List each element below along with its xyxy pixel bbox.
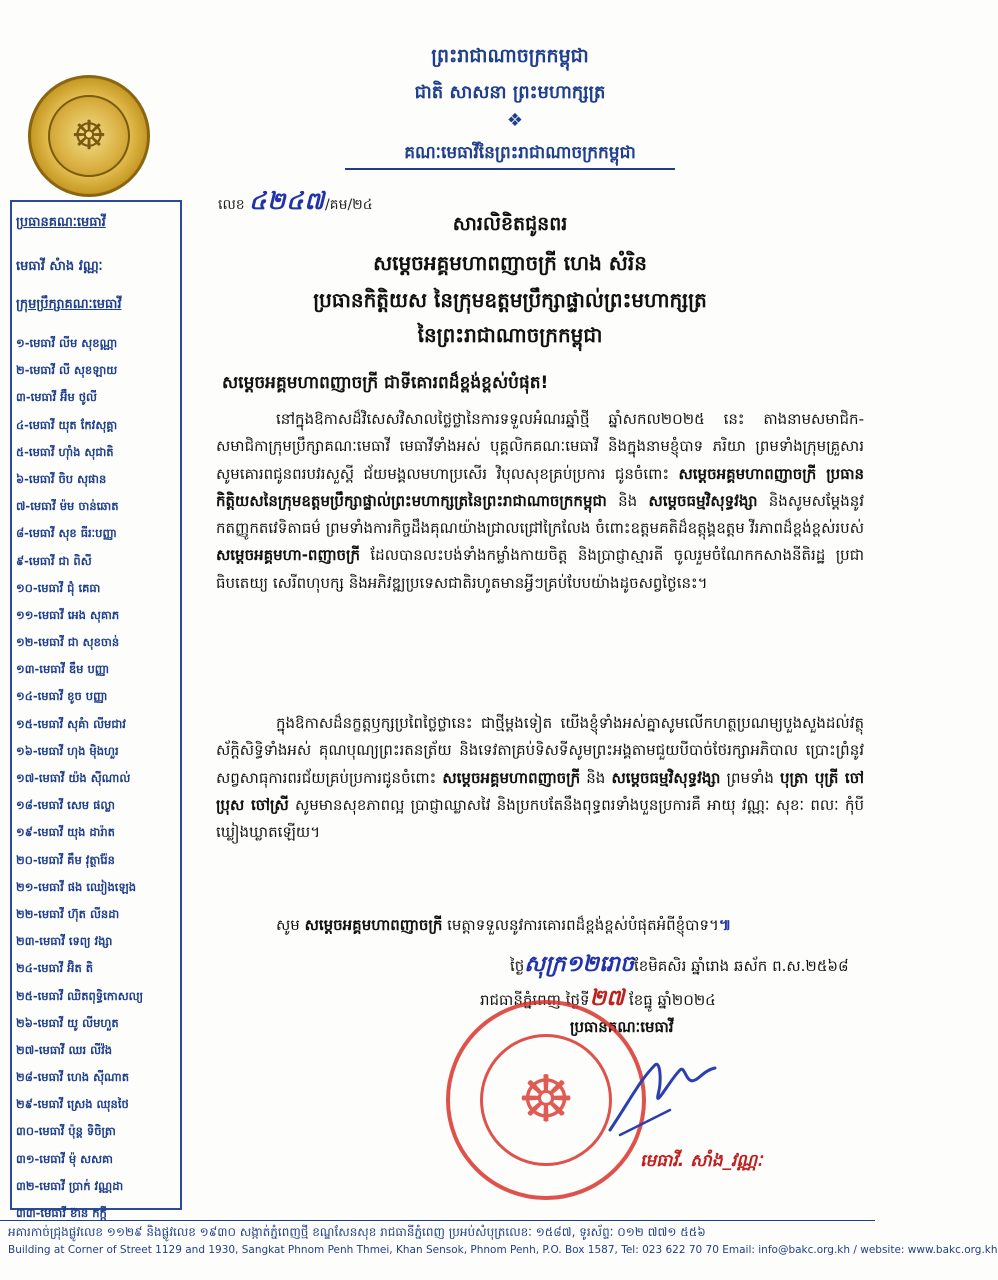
board-member-item: ៣២-មេធាវី ប្រាក់ វណ្ណដា <box>16 1178 124 1193</box>
p3-handwritten-mark: ៕ <box>718 916 732 934</box>
kingdom-heading: ព្រះរាជាណាចក្រកម្ពុជា <box>431 45 589 67</box>
board-member-item: ៣១-មេធាវី ម៉ុ សសគា <box>16 1151 114 1166</box>
p2-bold-family: បុត្រា បុត្រី ចៅប្រុស ចៅស្រី <box>216 768 864 814</box>
header-underline <box>345 168 675 170</box>
lunar-date-prefix: ថ្ងៃ <box>510 957 525 975</box>
p3-text-a: សូម <box>276 916 305 934</box>
p2-text-c: និង <box>580 768 612 787</box>
board-member-item: ៦-មេធាវី ចិប សុផាន <box>16 471 107 486</box>
reference-suffix: /គម/២៤ <box>324 197 373 213</box>
board-member-item: ១-មេធាវី លីម សុខណ្ណា <box>16 336 118 350</box>
board-member-item: ៤-មេធាវី យុត កែវសុគ្គា <box>16 417 118 432</box>
paragraph-greeting <box>216 406 864 597</box>
footer-address-khmer: អគារកាច់ជ្រុងផ្លូវលេខ ១១២៩ និងផ្លូវលេខ ១៩៣០ សង្កាត់ភ្នំពេញថ្មី ខណ្ឌសែនសុខ រាជធានីភ្នំពេញ ប្រអប់សំបុត្រលេខៈ ១៥៨៧, ទូរស័ព្ទៈ ០១២ ៧៧១ ៥៥៦ <box>8 1225 706 1239</box>
board-member-item: ១៤-មេធាវី ខូច បញ្ញា <box>16 689 108 704</box>
council-name: គណៈមេធាវីនៃព្រះរាជាណាចក្រកម្ពុជា <box>404 143 636 163</box>
board-member-item: ១៧-មេធាវី យ៉ង ស៊ីណាល់ <box>16 771 131 785</box>
lunar-date-suffix: ខែមិគសិរ ឆ្នាំរោង ឆស័ក ព.ស.២៥៦៨ <box>633 957 849 975</box>
board-member-item: ៣៣-មេធាវី ខ៊ាន កក្កី <box>16 1206 107 1220</box>
board-member-item: ២៣-មេធាវី ទេព្យ វង្សា <box>16 934 113 949</box>
board-member-item: ៣០-មេធាវី ប៉ុន្ត ទិចិត្រា <box>16 1124 116 1139</box>
board-member-item: ២៧-មេធាវី ឈរ លីវ៉ង <box>16 1042 113 1057</box>
p2-text-e: ព្រមទាំង <box>720 768 780 787</box>
date-prefix: រាជធានីភ្នំពេញ ថ្ងៃទី <box>480 991 590 1009</box>
salutation: សម្តេចអគ្គមហាពញាចក្រី ជាទីគោរពដ៏ខ្ពង់ខ្ពស់បំផុត! <box>222 373 549 393</box>
signer-name: មេធាវី. សាំង_វណ្ណៈ <box>640 1151 763 1171</box>
signer-title: ប្រធានគណៈមេធាវី <box>570 1018 674 1036</box>
board-member-item: ២៩-មេធាវី ស្រេង ឈុនថៃ <box>16 1097 129 1112</box>
board-member-item: ១៣-មេធាវី ឌឹម បញ្ញា <box>16 662 110 677</box>
p2-text-g: សូមមានសុខភាពល្អ ប្រាជ្ញាឈ្លាសវៃ និងប្រកបតែនឹងពុទ្ធពរទាំងបួនប្រការគឺ អាយុ វណ្ណៈ សុខៈ ពលៈ កុំបីឃ្លៀងឃ្លាតឡើយ។ <box>216 795 864 842</box>
board-member-item: ១៥-មេធាវី សុគំា លីមជាវ <box>16 716 126 731</box>
sidebar-board-title: ក្រុមប្រឹក្សាគណៈមេធាវី <box>16 297 122 312</box>
board-member-item: ២-មេធាវី លី សុខឡាយ <box>16 363 118 378</box>
board-member-item: ៥-មេធាវី ហ៊ាំង សុជាតិ <box>16 444 114 459</box>
p1-text-c: និង <box>606 491 649 510</box>
sidebar-president-title: ប្រធានគណៈមេធាវី <box>16 215 106 230</box>
p1-text-g: ដែលបានលះបង់ទាំងកម្លាំងកាយចិត្ត និងប្រាជ្ញាស្មារតី ចូលរួមចំណែកកសាងនីតិរដ្ឋ ប្រជាធិបតេយ្យ សេរីពហុបក្ស និងអភិវឌ្ឍប្រទេសជាតិរហូតមានអ្វីៗគ្រប់បែបយ៉ាងដូចសព្វថ្ងៃនេះ។ <box>216 546 864 592</box>
sidebar-president-name: មេធាវី សំាង វណ្ណៈ <box>16 259 103 274</box>
p2-text-a: ក្នុងឱកាសដ៏នក្ខត្តឫក្សប្រពៃថ្លៃថ្លានេះ ជាថ្មីម្តងទៀត យើងខ្ញុំទាំងអស់គ្នាសូមលើកហត្ថប្រណម្យបួងសួងដល់វត្ថុស័ក្តិសិទ្ធិទាំងអស់ គុណបុណ្យព្រះរតនត្រ័យ និងទេវតាគ្រប់ទិសទីសូមព្រះអង្គតាមជួយបីបាច់ថែរក្សាអភិបាល ប្រោះព្រំនូវសព្វសាធុការពរជ័យគ្រប់ប្រការជូនចំពោះ <box>216 714 864 787</box>
board-member-item: ១១-មេធាវី អេង សុគាភ <box>16 607 120 622</box>
p1-text-a: នៅក្នុងឱកាសដ៏វិសេសវិសាលថ្លៃថ្លានៃការទទួលអំណរឆ្នាំថ្មី ឆ្នាំសកល២០២៥ នេះ តាងនាមសមាជិក-សមាជិកាក្រុមប្រឹក្សាគណៈមេធាវី មេធាវីទាំងអស់ បុគ្គលិកគណៈមេធាវី និងក្នុងនាមខ្ញុំបាទ ភរិយា ព្រមទាំងក្រុមគ្រួសារ សូមគោរពជូនពរបវរសួស្តី ជ័យមង្គលមហាប្រសើរ វិបុលសុខគ្រប់ប្រការ ជូនចំពោះ <box>216 410 864 483</box>
recipient-position: ប្រធានកិត្តិយស នៃក្រុមឧត្តមប្រឹក្សាផ្ទាល់ព្រះមហាក្សត្រ <box>313 288 707 312</box>
board-member-item: ៧-មេធាវី ម៉ម ចាន់ឆោត <box>16 499 119 514</box>
ornament-icon: ❖ <box>506 110 524 131</box>
p1-bold-title: សម្តេចអគ្គមហាពញាចក្រី ប្រធានកិត្តិយសនៃក្រុមឧត្តមប្រឹក្សាផ្ទាល់ព្រះមហាក្សត្រនៃព្រះរាជាណាចក្រកម្ពុជា <box>216 464 864 510</box>
board-member-list <box>16 330 178 1227</box>
board-member-item: ២០-មេធាវី គឹម វុត្ថារ៉ែន <box>16 852 115 867</box>
national-motto: ជាតិ សាសនា ព្រះមហាក្សត្រ <box>414 82 606 103</box>
p2-bold-name: សម្តេចអគ្គមហាពញាចក្រី <box>442 768 581 787</box>
board-member-item: ២៦-មេធាវី យូ លីមហួត <box>16 1015 119 1030</box>
board-member-item: ៩-មេធាវី ជា ពិសី <box>16 553 92 568</box>
paragraph-closing <box>216 912 876 939</box>
recipient-position-kingdom: នៃព្រះរាជាណាចក្រកម្ពុជា <box>417 323 603 347</box>
p3-bold-name: សម្តេចអគ្គមហាពញាចក្រី <box>304 916 443 934</box>
p1-bold-name: សម្តេចអគ្គមហា-ពញាចក្រី <box>216 546 360 565</box>
letter-title: សារលិខិតជូនពរ <box>452 213 568 235</box>
board-member-item: ១៦-មេធាវី ហុង ម៉ិងហួរ <box>16 743 119 758</box>
reference-prefix: លេខ <box>218 197 245 213</box>
board-member-item: ២៤-មេធាវី អ៊ិត តិ <box>16 961 94 976</box>
p1-text-e: និងសូមសម្តែងនូវកតញ្ញូកតវេទិតាធម៌ ព្រមទាំងការកិច្ចដឹងគុណយ៉ាងជ្រាលជ្រៅក្រៃលែង ចំពោះឧត្តមគតិដ៏ឧត្តុង្គឧត្តម វីរភាពដ៏ខ្ពង់ខ្ពស់របស់ <box>216 491 864 538</box>
footer-divider <box>0 1220 875 1221</box>
board-member-item: ១២-មេធាវី ជា សុខចាន់ <box>16 635 120 650</box>
board-member-item: ២៨-មេធាវី ហេង ស៊ីណាត <box>16 1070 130 1085</box>
lunar-date-handwritten: សុក្រ១២រោច <box>524 952 634 977</box>
recipient-name: សម្តេចអគ្គមហាពញាចក្រី ហេង សំរិន <box>373 251 647 275</box>
footer-address-english: Building at Corner of Street 1129 and 1930, Sangkat Phnom Penh Thmei, Khan Sensok, Phnom Penh, P.O. Box 1587, Tel: 023 622 70 70 Email: info@bakc.org.kh / website: www.bakc.org.kh <box>8 1244 998 1256</box>
board-member-item: ២២-មេធាវី ហ៊ុត លីនដា <box>16 906 120 921</box>
signature-scribble <box>600 1040 720 1140</box>
p1-bold-spouse: សម្តេចធម្មវិសុទ្ធវង្សា <box>648 491 758 510</box>
board-member-item: ៨-មេធាវី សុខ ធីរៈបញ្ញា <box>16 526 117 541</box>
p2-bold-spouse: សម្តេចធម្មវិសុទ្ធវង្សា <box>611 768 721 787</box>
reference-handwritten-number: ៤២៤៧ <box>249 187 325 215</box>
stamp-deity-icon: ☸ <box>517 1063 575 1137</box>
date-handwritten-day: ២៧ <box>589 986 625 1011</box>
board-member-item: ១៩-មេធាវី យុង ដារ៉ាត <box>16 825 115 840</box>
p3-text-c: មេត្តាទទួលនូវការគោរពដ៏ខ្ពង់ខ្ពស់បំផុតអំពីខ្ញុំបាទ។ <box>442 916 719 934</box>
board-member-item: ១៨-មេធាវី សេម ផល្លា <box>16 798 115 813</box>
board-member-item: ២៥-មេធាវី ឈិតពុទ្ធិកោសល្យ <box>16 988 144 1003</box>
lunar-date <box>510 950 849 982</box>
board-member-item: ១០-មេធាវី ជុំ គេធា <box>16 580 101 595</box>
paragraph-blessing <box>216 710 864 846</box>
seal-deity-icon: ☸ <box>71 113 107 159</box>
date-suffix: ខែធ្នូ ឆ្នាំ២០២៤ <box>624 991 716 1009</box>
board-member-item: ៣-មេធាវី អ៊ឹម ថូលី <box>16 390 98 405</box>
board-member-item: ២១-មេធាវី ផង ឈៀងឡេង <box>16 879 137 894</box>
